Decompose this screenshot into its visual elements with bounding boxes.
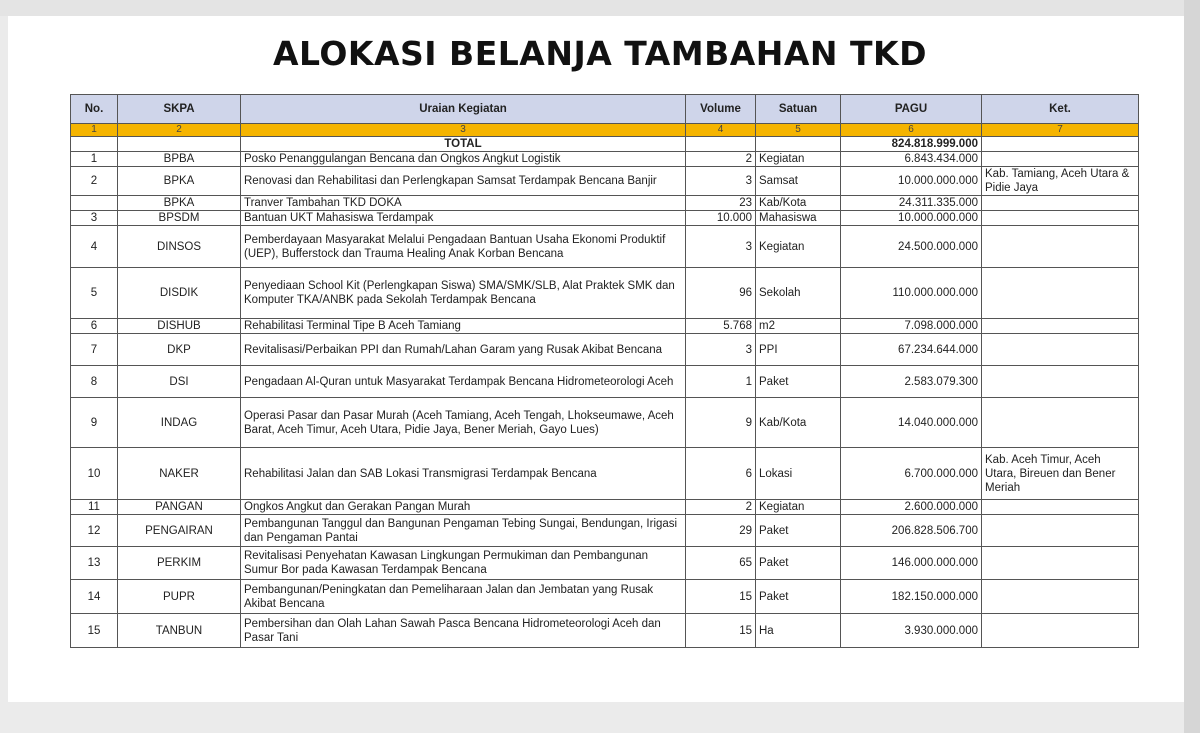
row-satuan-cell: Paket xyxy=(756,547,841,580)
table-row xyxy=(71,226,1139,268)
row-pagu-cell: 67.234.644.000 xyxy=(841,334,982,366)
row-uraian-cell: Posko Penanggulangan Bencana dan Ongkos Angkut Logistik xyxy=(241,152,686,167)
table-row xyxy=(71,268,1139,319)
row-skpa-cell: PUPR xyxy=(118,580,241,614)
row-pagu-cell: 7.098.000.000 xyxy=(841,319,982,334)
row-uraian-cell: Revitalisasi Penyehatan Kawasan Lingkungan Permukiman dan Pembangunan Sumur Bor pada Kawasan Terdampak Bencana xyxy=(241,547,686,580)
row-volume-cell: 15 xyxy=(686,580,756,614)
row-uraian-cell: Ongkos Angkut dan Gerakan Pangan Murah xyxy=(241,500,686,515)
row-volume-cell: 65 xyxy=(686,547,756,580)
row-ket-cell xyxy=(982,196,1139,211)
row-skpa-cell: BPKA xyxy=(118,167,241,196)
row-ket-cell xyxy=(982,515,1139,547)
row-satuan-cell: Samsat xyxy=(756,167,841,196)
row-no-cell: 2 xyxy=(71,167,118,196)
row-pagu-cell: 182.150.000.000 xyxy=(841,580,982,614)
column-header-ket: Ket. xyxy=(982,95,1139,124)
row-volume-cell: 29 xyxy=(686,515,756,547)
total-pagu: 824.818.999.000 xyxy=(841,137,982,152)
column-header-no: No. xyxy=(71,95,118,124)
row-uraian-cell: Pembangunan Tanggul dan Bangunan Pengaman Tebing Sungai, Bendungan, Irigasi dan Pengaman Pantai xyxy=(241,515,686,547)
row-ket-cell xyxy=(982,366,1139,398)
row-ket-cell xyxy=(982,226,1139,268)
row-satuan-cell: m2 xyxy=(756,319,841,334)
row-satuan-cell: Paket xyxy=(756,515,841,547)
row-uraian-cell: Rehabilitasi Jalan dan SAB Lokasi Transmigrasi Terdampak Bencana xyxy=(241,448,686,500)
row-uraian-cell: Revitalisasi/Perbaikan PPI dan Rumah/Lahan Garam yang Rusak Akibat Bencana xyxy=(241,334,686,366)
row-pagu-cell: 2.600.000.000 xyxy=(841,500,982,515)
row-ket-cell xyxy=(982,580,1139,614)
row-satuan-cell: PPI xyxy=(756,334,841,366)
row-pagu-cell: 6.700.000.000 xyxy=(841,448,982,500)
right-edge xyxy=(1184,0,1200,733)
column-header-pagu: PAGU xyxy=(841,95,982,124)
header-row xyxy=(71,95,1139,124)
row-volume-cell: 1 xyxy=(686,366,756,398)
column-header-volume: Volume xyxy=(686,95,756,124)
row-skpa-cell: PERKIM xyxy=(118,547,241,580)
row-ket-cell: Kab. Aceh Timur, Aceh Utara, Bireuen dan Bener Meriah xyxy=(982,448,1139,500)
row-satuan-cell: Kegiatan xyxy=(756,226,841,268)
row-no-cell: 15 xyxy=(71,614,118,648)
row-satuan-cell: Kegiatan xyxy=(756,500,841,515)
row-volume-cell: 2 xyxy=(686,152,756,167)
row-pagu-cell: 3.930.000.000 xyxy=(841,614,982,648)
table-row xyxy=(71,448,1139,500)
budget-table xyxy=(70,94,1139,648)
table-row xyxy=(71,547,1139,580)
total-no-cell xyxy=(71,137,118,152)
column-number: 1 xyxy=(71,124,118,137)
row-skpa-cell: PANGAN xyxy=(118,500,241,515)
row-ket-cell xyxy=(982,211,1139,226)
row-satuan-cell: Paket xyxy=(756,580,841,614)
row-skpa-cell: BPBA xyxy=(118,152,241,167)
row-uraian-cell: Penyediaan School Kit (Perlengkapan Siswa) SMA/SMK/SLB, Alat Praktek SMK dan Komputer TKA/ANBK pada Sekolah Terdampak Bencana xyxy=(241,268,686,319)
row-skpa-cell: NAKER xyxy=(118,448,241,500)
row-uraian-cell: Renovasi dan Rehabilitasi dan Perlengkapan Samsat Terdampak Bencana Banjir xyxy=(241,167,686,196)
table-row xyxy=(71,614,1139,648)
row-pagu-cell: 10.000.000.000 xyxy=(841,167,982,196)
row-volume-cell: 2 xyxy=(686,500,756,515)
row-no-cell xyxy=(71,196,118,211)
row-ket-cell xyxy=(982,398,1139,448)
row-uraian-cell: Tranver Tambahan TKD DOKA xyxy=(241,196,686,211)
row-pagu-cell: 146.000.000.000 xyxy=(841,547,982,580)
row-skpa-cell: BPSDM xyxy=(118,211,241,226)
row-no-cell: 12 xyxy=(71,515,118,547)
row-uraian-cell: Operasi Pasar dan Pasar Murah (Aceh Tamiang, Aceh Tengah, Lhokseumawe, Aceh Barat, Aceh Timur, Aceh Utara, Pidie Jaya, Bener Meriah, Gayo Lues) xyxy=(241,398,686,448)
row-no-cell: 5 xyxy=(71,268,118,319)
row-skpa-cell: DISHUB xyxy=(118,319,241,334)
row-uraian-cell: Pemberdayaan Masyarakat Melalui Pengadaan Bantuan Usaha Ekonomi Produktif (UEP), Bufferstock dan Trauma Healing Anak Korban Bencana xyxy=(241,226,686,268)
row-pagu-cell: 14.040.000.000 xyxy=(841,398,982,448)
row-pagu-cell: 110.000.000.000 xyxy=(841,268,982,319)
row-satuan-cell: Kegiatan xyxy=(756,152,841,167)
column-header-uraian: Uraian Kegiatan xyxy=(241,95,686,124)
row-volume-cell: 3 xyxy=(686,334,756,366)
column-number: 2 xyxy=(118,124,241,137)
row-skpa-cell: INDAG xyxy=(118,398,241,448)
total-volume-cell xyxy=(686,137,756,152)
row-ket-cell xyxy=(982,268,1139,319)
column-number: 3 xyxy=(241,124,686,137)
row-skpa-cell: DISDIK xyxy=(118,268,241,319)
row-volume-cell: 3 xyxy=(686,167,756,196)
row-volume-cell: 5.768 xyxy=(686,319,756,334)
row-skpa-cell: DKP xyxy=(118,334,241,366)
row-ket-cell xyxy=(982,152,1139,167)
row-ket-cell xyxy=(982,319,1139,334)
row-uraian-cell: Pembangunan/Peningkatan dan Pemeliharaan Jalan dan Jembatan yang Rusak Akibat Bencana xyxy=(241,580,686,614)
row-ket-cell xyxy=(982,334,1139,366)
row-no-cell: 9 xyxy=(71,398,118,448)
row-uraian-cell: Rehabilitasi Terminal Tipe B Aceh Tamiang xyxy=(241,319,686,334)
row-no-cell: 1 xyxy=(71,152,118,167)
column-number-row xyxy=(71,124,1139,137)
row-volume-cell: 10.000 xyxy=(686,211,756,226)
row-skpa-cell: PENGAIRAN xyxy=(118,515,241,547)
row-ket-cell: Kab. Tamiang, Aceh Utara & Pidie Jaya xyxy=(982,167,1139,196)
row-uraian-cell: Pengadaan Al-Quran untuk Masyarakat Terdampak Bencana Hidrometeorologi Aceh xyxy=(241,366,686,398)
row-pagu-cell: 6.843.434.000 xyxy=(841,152,982,167)
table-row xyxy=(71,211,1139,226)
column-number: 4 xyxy=(686,124,756,137)
row-no-cell: 7 xyxy=(71,334,118,366)
row-satuan-cell: Lokasi xyxy=(756,448,841,500)
table-row xyxy=(71,500,1139,515)
total-label: TOTAL xyxy=(241,137,686,152)
row-satuan-cell: Paket xyxy=(756,366,841,398)
total-skpa-cell xyxy=(118,137,241,152)
row-no-cell: 13 xyxy=(71,547,118,580)
row-no-cell: 10 xyxy=(71,448,118,500)
row-skpa-cell: BPKA xyxy=(118,196,241,211)
row-satuan-cell: Sekolah xyxy=(756,268,841,319)
row-volume-cell: 3 xyxy=(686,226,756,268)
table-row xyxy=(71,319,1139,334)
row-satuan-cell: Kab/Kota xyxy=(756,196,841,211)
row-volume-cell: 96 xyxy=(686,268,756,319)
row-pagu-cell: 206.828.506.700 xyxy=(841,515,982,547)
row-satuan-cell: Kab/Kota xyxy=(756,398,841,448)
row-volume-cell: 23 xyxy=(686,196,756,211)
column-number: 6 xyxy=(841,124,982,137)
table-row xyxy=(71,167,1139,196)
table-row xyxy=(71,196,1139,211)
table-row xyxy=(71,152,1139,167)
row-no-cell: 14 xyxy=(71,580,118,614)
row-no-cell: 3 xyxy=(71,211,118,226)
row-satuan-cell: Ha xyxy=(756,614,841,648)
row-ket-cell xyxy=(982,614,1139,648)
table-row xyxy=(71,334,1139,366)
column-header-skpa: SKPA xyxy=(118,95,241,124)
total-satuan-cell xyxy=(756,137,841,152)
page-title: ALOKASI BELANJA TAMBAHAN TKD xyxy=(272,34,928,73)
row-ket-cell xyxy=(982,547,1139,580)
row-pagu-cell: 24.311.335.000 xyxy=(841,196,982,211)
table-row xyxy=(71,515,1139,547)
table-row xyxy=(71,398,1139,448)
row-uraian-cell: Pembersihan dan Olah Lahan Sawah Pasca Bencana Hidrometeorologi Aceh dan Pasar Tani xyxy=(241,614,686,648)
total-ket-cell xyxy=(982,137,1139,152)
top-strip xyxy=(0,0,1200,16)
row-volume-cell: 9 xyxy=(686,398,756,448)
column-number: 5 xyxy=(756,124,841,137)
row-ket-cell xyxy=(982,500,1139,515)
column-header-satuan: Satuan xyxy=(756,95,841,124)
table-row xyxy=(71,366,1139,398)
row-no-cell: 4 xyxy=(71,226,118,268)
row-pagu-cell: 2.583.079.300 xyxy=(841,366,982,398)
row-uraian-cell: Bantuan UKT Mahasiswa Terdampak xyxy=(241,211,686,226)
row-skpa-cell: TANBUN xyxy=(118,614,241,648)
total-row xyxy=(71,137,1139,152)
column-number: 7 xyxy=(982,124,1139,137)
row-skpa-cell: DINSOS xyxy=(118,226,241,268)
row-pagu-cell: 10.000.000.000 xyxy=(841,211,982,226)
row-no-cell: 6 xyxy=(71,319,118,334)
table-row xyxy=(71,580,1139,614)
row-no-cell: 8 xyxy=(71,366,118,398)
row-satuan-cell: Mahasiswa xyxy=(756,211,841,226)
row-skpa-cell: DSI xyxy=(118,366,241,398)
row-pagu-cell: 24.500.000.000 xyxy=(841,226,982,268)
row-volume-cell: 15 xyxy=(686,614,756,648)
row-volume-cell: 6 xyxy=(686,448,756,500)
row-no-cell: 11 xyxy=(71,500,118,515)
